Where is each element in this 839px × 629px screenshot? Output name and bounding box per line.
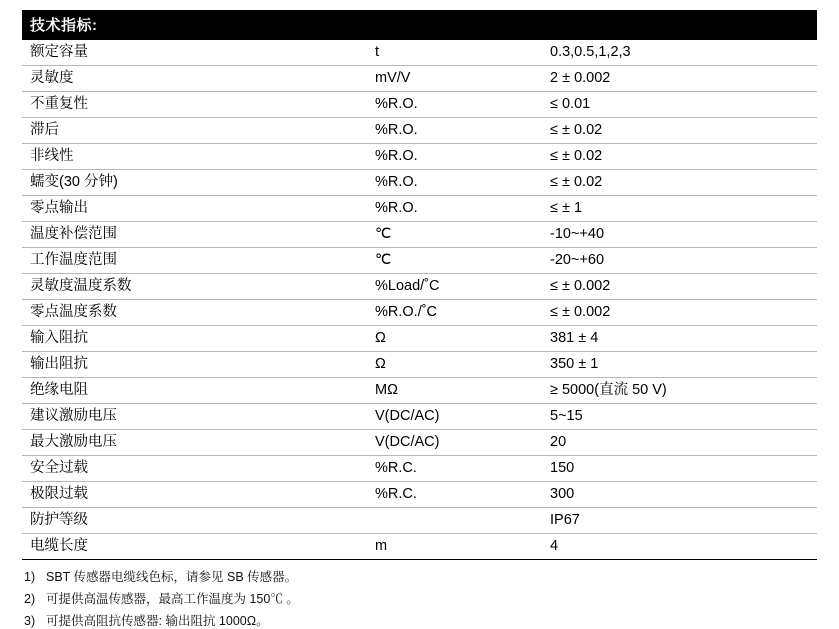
- spec-value: 381 ± 4: [542, 326, 817, 352]
- spec-name: 不重复性: [22, 92, 367, 118]
- table-row: [22, 196, 817, 222]
- spec-unit: %R.O.: [367, 92, 542, 118]
- spec-name: 温度补偿范围: [22, 222, 367, 248]
- spec-name: 最大激励电压: [22, 430, 367, 456]
- spec-value: 20: [542, 430, 817, 456]
- note-text: 可提供高温传感器，最高工作温度为 150℃ 。: [46, 592, 299, 606]
- spec-name: 零点输出: [22, 196, 367, 222]
- table-row: [22, 40, 817, 66]
- table-row: [22, 534, 817, 560]
- table-row: [22, 326, 817, 352]
- spec-value: 5~15: [542, 404, 817, 430]
- spec-unit: %R.O.: [367, 144, 542, 170]
- spec-unit: %Load/˚C: [367, 274, 542, 300]
- note-index: 2): [24, 592, 36, 606]
- spec-unit: %R.O./˚C: [367, 300, 542, 326]
- spec-value: 150: [542, 456, 817, 482]
- specifications-table-body: [22, 40, 817, 560]
- table-row: [22, 92, 817, 118]
- spec-value: ≤ 0.01: [542, 92, 817, 118]
- table-row: [22, 170, 817, 196]
- spec-name: 建议激励电压: [22, 404, 367, 430]
- spec-unit: Ω: [367, 352, 542, 378]
- note-item: [24, 613, 817, 629]
- spec-name: 安全过载: [22, 456, 367, 482]
- spec-name: 极限过载: [22, 482, 367, 508]
- spec-name: 额定容量: [22, 40, 367, 66]
- note-index: 3): [24, 614, 36, 628]
- spec-value: -20~+60: [542, 248, 817, 274]
- spec-unit: ℃: [367, 222, 542, 248]
- spec-value: 4: [542, 534, 817, 560]
- table-row: [22, 222, 817, 248]
- spec-unit: %R.O.: [367, 118, 542, 144]
- table-row: [22, 144, 817, 170]
- spec-name: 输出阻抗: [22, 352, 367, 378]
- page-title: 技术指标:: [22, 10, 817, 40]
- spec-unit: MΩ: [367, 378, 542, 404]
- table-row: [22, 378, 817, 404]
- spec-name: 防护等级: [22, 508, 367, 534]
- note-item: [24, 569, 817, 585]
- table-row: [22, 404, 817, 430]
- spec-unit: [367, 508, 542, 534]
- spec-value: ≤ ± 0.002: [542, 274, 817, 300]
- table-row: [22, 300, 817, 326]
- spec-value: 2 ± 0.002: [542, 66, 817, 92]
- spec-value: ≤ ± 0.002: [542, 300, 817, 326]
- spec-value: ≥ 5000(直流 50 V): [542, 378, 817, 404]
- spec-value: ≤ ± 0.02: [542, 144, 817, 170]
- spec-unit: V(DC/AC): [367, 430, 542, 456]
- spec-value: -10~+40: [542, 222, 817, 248]
- spec-unit: m: [367, 534, 542, 560]
- spec-name: 灵敏度: [22, 66, 367, 92]
- spec-name: 电缆长度: [22, 534, 367, 560]
- spec-value: ≤ ± 1: [542, 196, 817, 222]
- note-index: 1): [24, 570, 36, 584]
- table-row: [22, 274, 817, 300]
- spec-name: 工作温度范围: [22, 248, 367, 274]
- spec-unit: mV/V: [367, 66, 542, 92]
- table-row: [22, 508, 817, 534]
- spec-value: 0.3,0.5,1,2,3: [542, 40, 817, 66]
- spec-name: 零点温度系数: [22, 300, 367, 326]
- specifications-table: [22, 40, 817, 560]
- spec-name: 非线性: [22, 144, 367, 170]
- table-row: [22, 352, 817, 378]
- table-row: [22, 248, 817, 274]
- spec-unit: %R.C.: [367, 482, 542, 508]
- table-row: [22, 482, 817, 508]
- spec-value: 300: [542, 482, 817, 508]
- spec-name: 灵敏度温度系数: [22, 274, 367, 300]
- note-text: SBT 传感器电缆线色标，请参见 SB 传感器。: [46, 570, 298, 584]
- table-row: [22, 456, 817, 482]
- note-item: [24, 591, 817, 607]
- spec-value: IP67: [542, 508, 817, 534]
- note-text: 可提供高阻抗传感器: 输出阻抗 1000Ω。: [46, 614, 269, 628]
- spec-name: 蠕变(30 分钟): [22, 170, 367, 196]
- notes-list: [22, 569, 817, 629]
- spec-unit: V(DC/AC): [367, 404, 542, 430]
- table-row: [22, 430, 817, 456]
- spec-name: 绝缘电阻: [22, 378, 367, 404]
- spec-unit: t: [367, 40, 542, 66]
- spec-value: 350 ± 1: [542, 352, 817, 378]
- spec-name: 滞后: [22, 118, 367, 144]
- spec-unit: ℃: [367, 248, 542, 274]
- spec-value: ≤ ± 0.02: [542, 170, 817, 196]
- spec-unit: Ω: [367, 326, 542, 352]
- spec-name: 输入阻抗: [22, 326, 367, 352]
- spec-unit: %R.O.: [367, 170, 542, 196]
- spec-unit: %R.O.: [367, 196, 542, 222]
- spec-unit: %R.C.: [367, 456, 542, 482]
- table-row: [22, 66, 817, 92]
- spec-value: ≤ ± 0.02: [542, 118, 817, 144]
- table-row: [22, 118, 817, 144]
